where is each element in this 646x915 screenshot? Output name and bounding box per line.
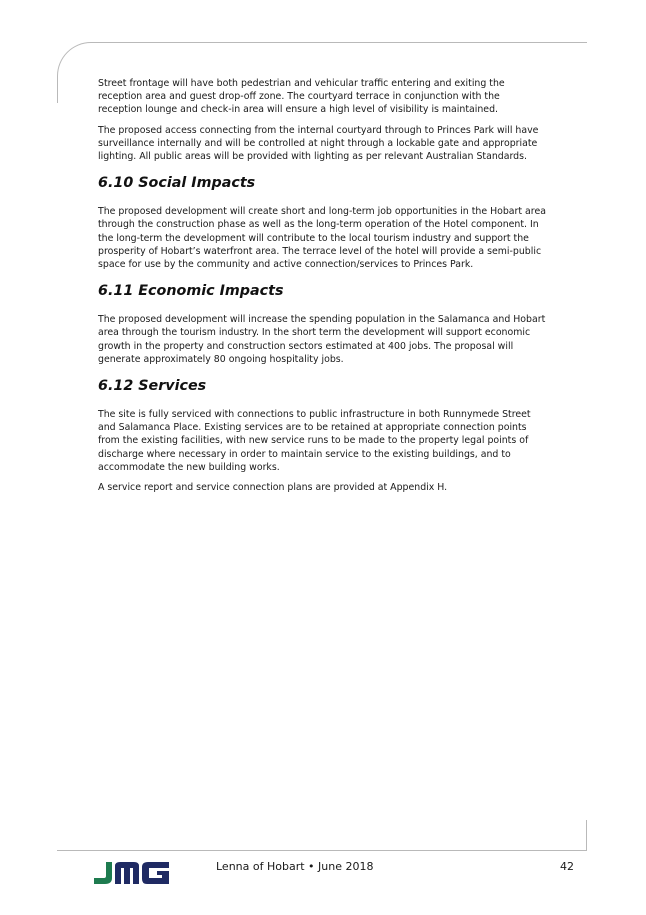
page-number: 42 [560,860,574,873]
intro-paragraph-2: The proposed access connecting from the internal courtyard through to Princes Park will have surveillance internally and will be controlled at night through a lockable gate and appropriate lighting. All public areas will be provided with lighting as per relevant Australian Standards. [98,124,539,163]
section-heading-social-impacts: 6.10 Social Impacts [98,175,256,192]
footer-document-title: Lenna of Hobart • June 2018 [216,860,374,873]
services-paragraph-2: A service report and service connection plans are provided at Appendix H. [98,482,448,494]
intro-paragraph-1: Street frontage will have both pedestrian and vehicular traffic entering and exiting the reception area and guest drop-off zone. The courtyard terrace in conjunction with the reception lounge and check-in area will ensure a high level of visibility is maintained. [98,78,505,116]
document-body [98,77,546,501]
services-paragraph-1: The site is fully serviced with connections to public infrastructure in both Runnymede Street and Salamanca Place. Existing services are to be retained at appropriate connection points from the existing facilities, with new service runs to be made to the property legal points of discharge where necessary in order to maintain service to the existing buildings, and to accommodate the new building works. [98,409,531,473]
jmg-logo-icon [92,860,172,886]
section-heading-services: 6.12 Services [98,378,207,395]
page-frame-bottom [57,820,587,851]
social-impacts-paragraph: The proposed development will create short and long-term job opportunities in the Hobart area through the construction phase as well as the long-term operation of the Hotel component. In the long-term the development will contribute to the local tourism industry and support the prosperity of Hobart’s waterfront area. The terrace level of the hotel will provide a semi-public space for use by the community and active connection/services to Princes Park. [98,206,546,271]
section-heading-economic-impacts: 6.11 Economic Impacts [98,283,284,300]
economic-impacts-paragraph: The proposed development will increase the spending population in the Salamanca and Hobart area through the tourism industry. In the short term the development will support economic growth in the property and construction sectors estimated at 400 jobs. The proposal will generate approximately 80 ongoing hospitality jobs. [98,314,546,365]
